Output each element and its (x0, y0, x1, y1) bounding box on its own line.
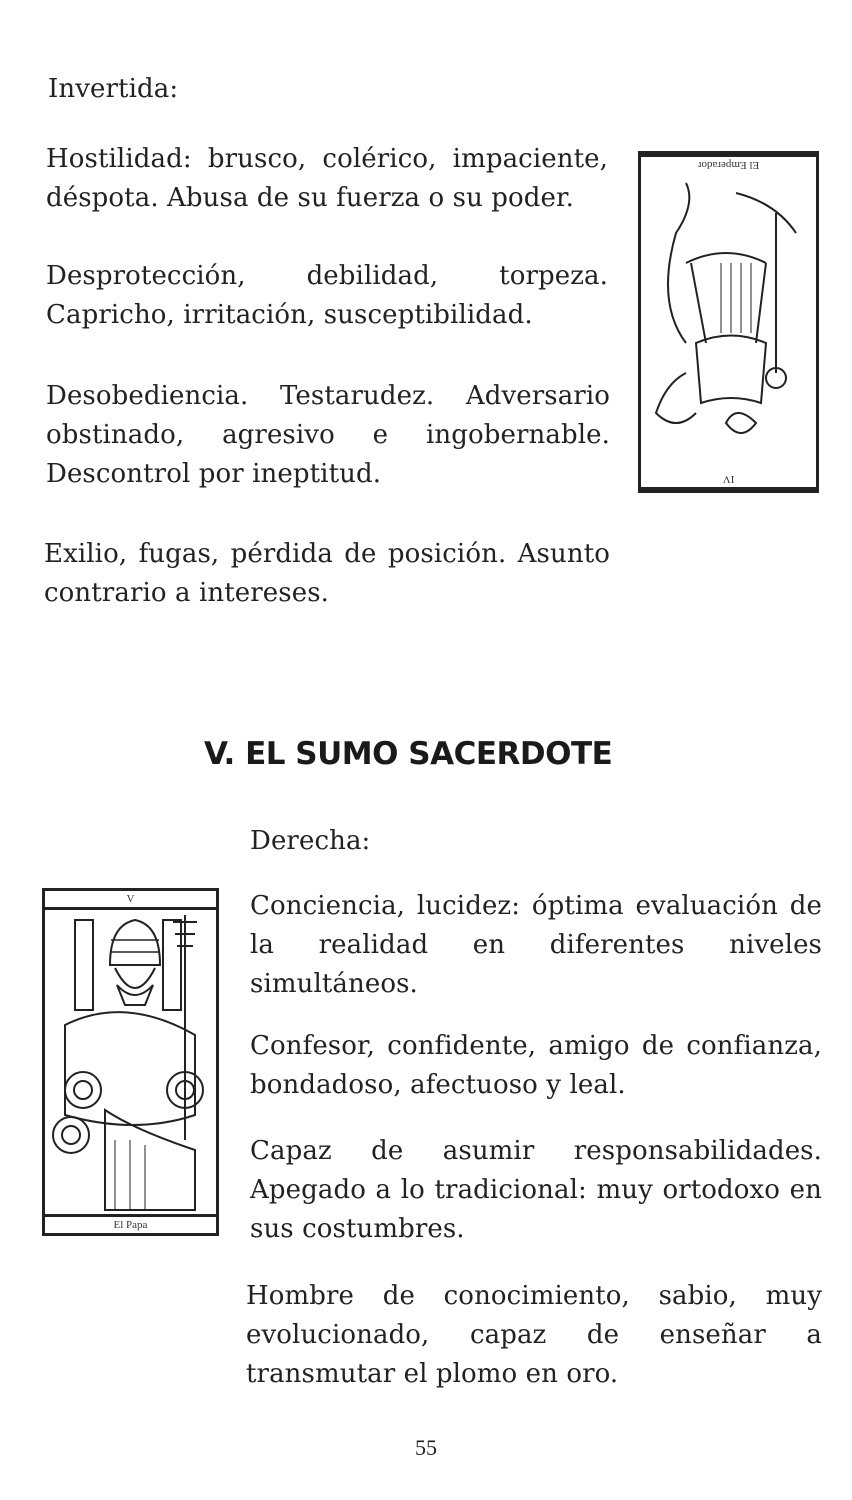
card-numeral: V (45, 891, 216, 910)
page-number: 55 (415, 1435, 437, 1460)
card-numeral: IV (641, 471, 816, 490)
paragraph-hostility: Hostilidad: brusco, colérico, impaciente, déspota. Abusa de su fuerza o su poder. (46, 144, 608, 213)
card-title: El Papa (45, 1214, 216, 1233)
paragraph-awareness: Conciencia, lucidez: óptima evaluación de la realidad en diferentes niveles simultáneos. (250, 891, 822, 999)
upright-label: Derecha: (250, 826, 371, 856)
section-heading: V. EL SUMO SACERDOTE (204, 736, 613, 772)
paragraph-confessor: Confesor, confidente, amigo de confianza, bondadoso, afectuoso y leal. (250, 1031, 822, 1100)
card-title: El Emperador (641, 154, 816, 173)
tarot-card-pope (42, 888, 219, 1236)
paragraph-responsibility: Capaz de asumir responsabilidades. Apegado a lo tradicional: muy ortodoxo en sus costumbres. (250, 1136, 822, 1244)
paragraph-wise-man: Hombre de conocimiento, sabio, muy evolucionado, capaz de enseñar a transmutar el plomo en oro. (246, 1281, 822, 1389)
paragraph-disobedience: Desobediencia. Testarudez. Adversario obstinado, agresivo e ingobernable. Descontrol por ineptitud. (46, 381, 610, 489)
tarot-card-emperor-inverted (638, 151, 819, 493)
pope-illustration-icon (45, 910, 216, 1216)
emperor-illustration-icon (641, 173, 816, 473)
paragraph-exile: Exilio, fugas, pérdida de posición. Asunto contrario a intereses. (44, 539, 610, 608)
paragraph-lack-of-protection: Desprotección, debilidad, torpeza. Capricho, irritación, susceptibilidad. (46, 261, 608, 330)
inverted-label: Invertida: (48, 74, 179, 104)
